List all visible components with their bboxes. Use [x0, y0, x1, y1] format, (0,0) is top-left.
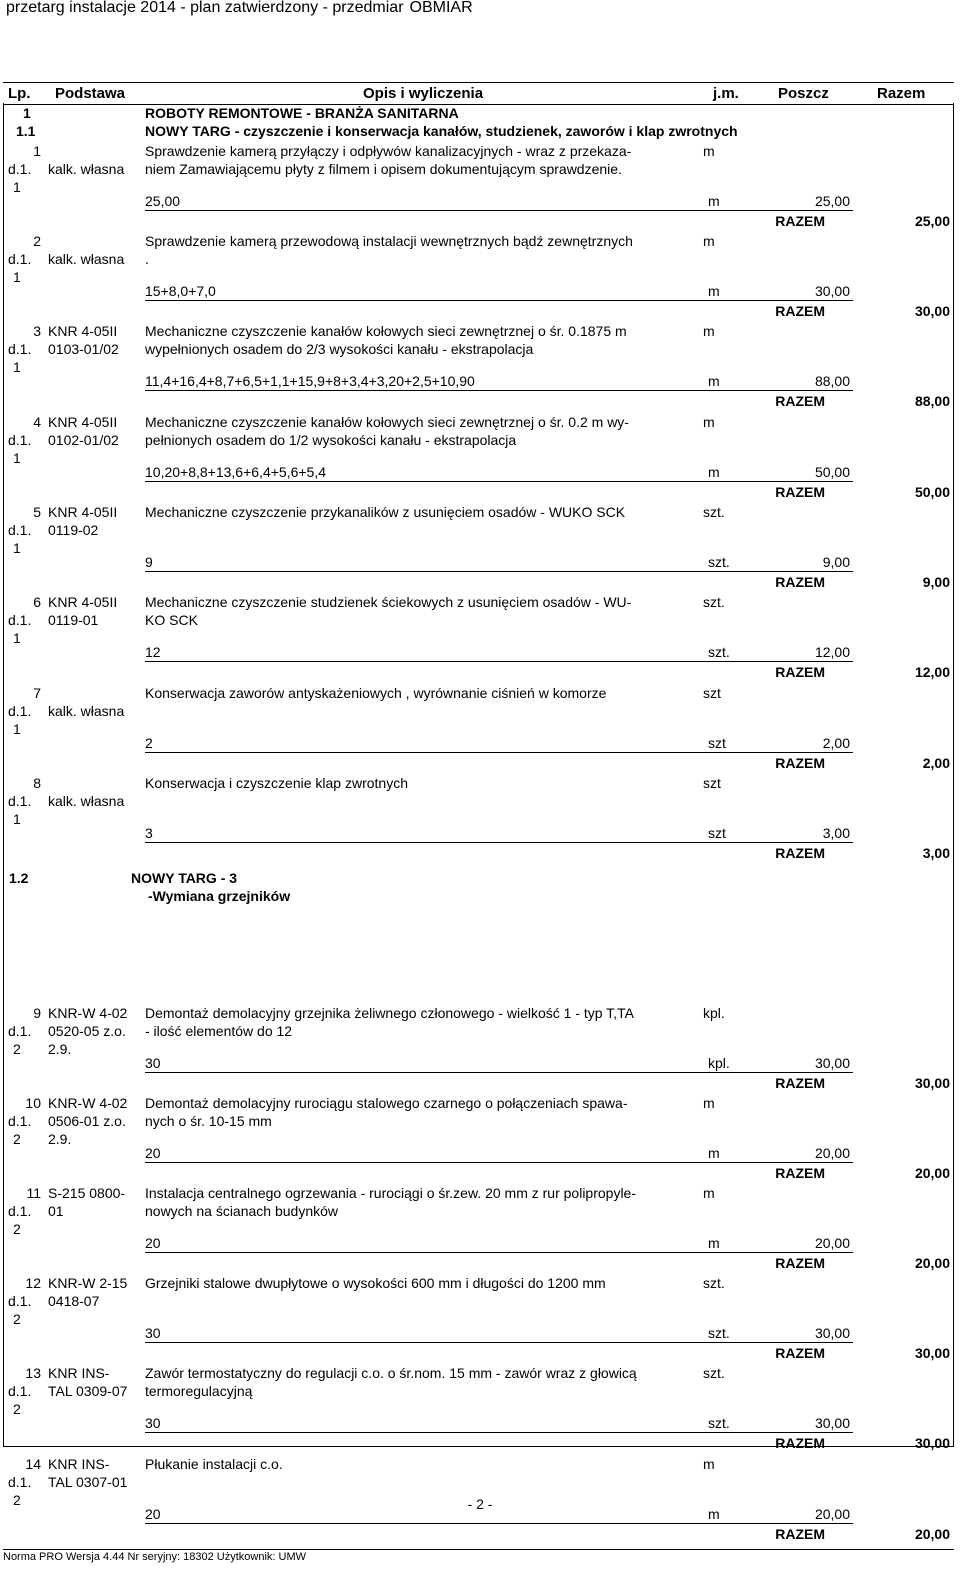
item-podstawa: TAL 0309-07 [48, 1383, 128, 1399]
item-description: Grzejniki stalowe dwupłytowe o wysokości 600 mm i długości do 1200 mm [145, 1275, 606, 1291]
item-calc-unit: szt. [708, 644, 730, 660]
item-lp-suffix: 1 [13, 269, 21, 285]
item-poszcz: 20,00 [814, 1506, 850, 1522]
razem-label: RAZEM [775, 664, 825, 680]
item-description: nowych na ścianach budynków [145, 1203, 339, 1219]
item-calc-unit: m [708, 1235, 720, 1251]
item-unit: szt. [703, 594, 725, 610]
item-lp-suffix: 2 [13, 1131, 21, 1147]
item-lp-suffix: 2 [13, 1401, 21, 1417]
item-description: Mechaniczne czyszczenie przykanalików z usunięciem osadów - WUKO SCK [145, 504, 626, 520]
item-lp-suffix: 1 [13, 721, 21, 737]
item-calc-unit: kpl. [708, 1055, 730, 1071]
table-border-left [3, 103, 4, 1447]
item-calculation: 30 [145, 1055, 161, 1071]
item-calculation: 10,20+8,8+13,6+6,4+5,6+5,4 [145, 464, 327, 480]
razem-label: RAZEM [775, 213, 825, 229]
razem-label: RAZEM [775, 484, 825, 500]
item-lp: 14 [25, 1456, 41, 1472]
item-lp: 7 [33, 685, 41, 701]
item-lp: 12 [25, 1275, 41, 1291]
item-podstawa: 0520-05 z.o. [48, 1023, 126, 1039]
item-description: Konserwacja i czyszczenie klap zwrotnych [145, 775, 408, 791]
item-lp: 6 [33, 594, 41, 610]
item-unit: m [703, 414, 715, 430]
subtotal-rule [145, 481, 853, 482]
item-lp-prefix: d.1. [8, 703, 32, 719]
item-unit: szt. [703, 504, 725, 520]
item-lp: 1 [33, 143, 41, 159]
item-razem: 20,00 [914, 1526, 950, 1542]
item-lp: 9 [33, 1005, 41, 1021]
item-podstawa: KNR INS- [48, 1456, 110, 1472]
page-number: - 2 - [467, 1496, 493, 1512]
item-lp-suffix: 1 [13, 811, 21, 827]
subtotal-rule [145, 390, 853, 391]
subsection-number: 1.2 [9, 870, 29, 886]
item-podstawa: S-215 0800- [48, 1185, 126, 1201]
item-lp: 4 [33, 414, 41, 430]
item-lp-suffix: 2 [13, 1311, 21, 1327]
item-calc-unit: szt [708, 735, 726, 751]
item-calculation: 9 [145, 554, 153, 570]
item-lp-prefix: d.1. [8, 1203, 32, 1219]
item-calculation: 2 [145, 735, 153, 751]
item-lp: 8 [33, 775, 41, 791]
item-lp-prefix: d.1. [8, 522, 32, 538]
item-podstawa: kalk. własna [48, 703, 125, 719]
item-lp-suffix: 1 [13, 179, 21, 195]
subtotal-rule [145, 210, 853, 211]
item-razem: 30,00 [914, 1345, 950, 1361]
item-lp-prefix: d.1. [8, 1474, 32, 1490]
item-poszcz: 30,00 [814, 1415, 850, 1431]
item-razem: 3,00 [922, 845, 950, 861]
subtotal-rule [145, 842, 853, 843]
item-lp-suffix: 1 [13, 450, 21, 466]
item-calculation: 20 [145, 1145, 161, 1161]
col-jm: j.m. [713, 85, 739, 102]
item-podstawa: KNR 4-05II [48, 504, 118, 520]
item-calculation: 30 [145, 1325, 161, 1341]
item-poszcz: 30,00 [814, 1325, 850, 1341]
item-podstawa: 0418-07 [48, 1293, 100, 1309]
item-description: termoregulacyjną [145, 1383, 253, 1399]
item-description: Mechaniczne czyszczenie kanałów kołowych sieci zewnętrznej o śr. 0.1875 m [145, 323, 627, 339]
razem-label: RAZEM [775, 393, 825, 409]
subtotal-rule [145, 1072, 853, 1073]
item-razem: 9,00 [922, 574, 950, 590]
item-razem: 2,00 [922, 755, 950, 771]
item-description: Demontaż demolacyjny rurociągu stalowego czarnego o połączeniach spawa- [145, 1095, 628, 1111]
item-podstawa: TAL 0307-01 [48, 1474, 128, 1490]
subsection-subtitle: -Wymiana grzejników [148, 888, 291, 904]
razem-label: RAZEM [775, 1255, 825, 1271]
table-border-right [953, 103, 954, 1447]
item-description: Mechaniczne czyszczenie studzienek ściekowych z usunięciem osadów - WU- [145, 594, 632, 610]
item-poszcz: 2,00 [822, 735, 850, 751]
item-calculation: 12 [145, 644, 161, 660]
software-footer: Norma PRO Wersja 4.44 Nr seryjny: 18302 Użytkownik: UMW [3, 1551, 306, 1563]
razem-label: RAZEM [775, 574, 825, 590]
item-calculation: 3 [145, 825, 153, 841]
item-lp: 13 [25, 1365, 41, 1381]
section-title: ROBOTY REMONTOWE - BRANŻA SANITARNA [145, 105, 459, 121]
item-lp-prefix: d.1. [8, 1293, 32, 1309]
item-description: Sprawdzenie kamerą przewodową instalacji wewnętrznych bądź zewnętrznych [145, 233, 633, 249]
item-razem: 30,00 [914, 303, 950, 319]
item-description: KO SCK [145, 612, 198, 628]
item-poszcz: 30,00 [814, 283, 850, 299]
item-unit: m [703, 1095, 715, 1111]
item-lp-suffix: 2 [13, 1221, 21, 1237]
item-poszcz: 12,00 [814, 644, 850, 660]
item-description: wypełnionych osadem do 2/3 wysokości kanału - ekstrapolacja [145, 341, 534, 357]
item-poszcz: 20,00 [814, 1235, 850, 1251]
col-lp: Lp. [8, 85, 31, 102]
razem-label: RAZEM [775, 1345, 825, 1361]
subtotal-rule [145, 571, 853, 572]
subtotal-rule [145, 1432, 853, 1433]
item-description: Płukanie instalacji c.o. [145, 1456, 283, 1472]
item-lp: 3 [33, 323, 41, 339]
item-razem: 20,00 [914, 1165, 950, 1181]
item-lp-suffix: 2 [13, 1492, 21, 1508]
item-razem: 20,00 [914, 1255, 950, 1271]
item-podstawa: 01 [48, 1203, 64, 1219]
subtotal-rule [145, 661, 853, 662]
item-poszcz: 50,00 [814, 464, 850, 480]
razem-label: RAZEM [775, 1165, 825, 1181]
item-lp-prefix: d.1. [8, 1113, 32, 1129]
subsection-title: NOWY TARG - czyszczenie i konserwacja kanałów, studzienek, zaworów i klap zwrotnych [145, 123, 738, 139]
item-unit: szt. [703, 1365, 725, 1381]
item-razem: 30,00 [914, 1075, 950, 1091]
subtotal-rule [145, 300, 853, 301]
item-unit: m [703, 143, 715, 159]
razem-label: RAZEM [775, 755, 825, 771]
razem-label: RAZEM [775, 1075, 825, 1091]
subtotal-rule [145, 1342, 853, 1343]
document-type: OBMIAR [409, 0, 473, 16]
item-calculation: 11,4+16,4+8,7+6,5+1,1+15,9+8+3,4+3,20+2,5+10,90 [145, 373, 475, 389]
item-razem: 12,00 [914, 664, 950, 680]
table-header [3, 82, 954, 105]
item-unit: m [703, 1185, 715, 1201]
item-description: - ilość elementów do 12 [145, 1023, 293, 1039]
subtotal-rule [145, 752, 853, 753]
item-lp-prefix: d.1. [8, 1023, 32, 1039]
item-calculation: 15+8,0+7,0 [145, 283, 216, 299]
item-podstawa: kalk. własna [48, 161, 125, 177]
item-calc-unit: m [708, 193, 720, 209]
item-calc-unit: szt [708, 825, 726, 841]
item-podstawa: 0506-01 z.o. [48, 1113, 126, 1129]
razem-label: RAZEM [775, 1435, 825, 1451]
item-unit: m [703, 323, 715, 339]
item-unit: kpl. [703, 1005, 725, 1021]
item-podstawa: KNR 4-05II [48, 414, 118, 430]
item-lp-prefix: d.1. [8, 251, 32, 267]
item-calc-unit: m [708, 1506, 720, 1522]
document-title: przetarg instalacje 2014 - plan zatwierdzony - przedmiar [6, 0, 404, 16]
item-unit: m [703, 1456, 715, 1472]
item-podstawa: kalk. własna [48, 793, 125, 809]
col-podstawa: Podstawa [55, 85, 126, 102]
item-calc-unit: szt. [708, 1325, 730, 1341]
item-lp-suffix: 1 [13, 630, 21, 646]
item-description: Mechaniczne czyszczenie kanałów kołowych sieci zewnętrznej o śr. 0.2 m wy- [145, 414, 629, 430]
item-poszcz: 9,00 [822, 554, 850, 570]
item-poszcz: 30,00 [814, 1055, 850, 1071]
item-podstawa: KNR INS- [48, 1365, 110, 1381]
item-lp-suffix: 1 [13, 359, 21, 375]
item-calc-unit: szt. [708, 1415, 730, 1431]
item-description: Sprawdzenie kamerą przyłączy i odpływów kanalizacyjnych - wraz z przekaza- [145, 143, 632, 159]
item-podstawa: KNR-W 2-15 [48, 1275, 128, 1291]
item-description: . [145, 251, 149, 267]
item-unit: szt [703, 775, 721, 791]
item-lp-prefix: d.1. [8, 793, 32, 809]
document-header [6, 0, 473, 17]
item-poszcz: 25,00 [814, 193, 850, 209]
item-lp: 2 [33, 233, 41, 249]
item-description: Konserwacja zaworów antyskażeniowych , wyrównanie ciśnień w komorze [145, 685, 607, 701]
item-description: Instalacja centralnego ogrzewania - rurociągi o śr.zew. 20 mm z rur polipropyle- [145, 1185, 637, 1201]
item-calculation: 20 [145, 1506, 161, 1522]
item-podstawa: 0102-01/02 [48, 432, 119, 448]
subtotal-rule [145, 1252, 853, 1253]
item-calculation: 25,00 [145, 193, 181, 209]
item-lp-suffix: 1 [13, 540, 21, 556]
item-description: Zawór termostatyczny do regulacji c.o. o śr.nom. 15 mm - zawór wraz z głowicą [145, 1365, 637, 1381]
item-podstawa: KNR-W 4-02 [48, 1095, 128, 1111]
razem-label: RAZEM [775, 845, 825, 861]
footer-rule [3, 1549, 954, 1550]
subtotal-rule [145, 1523, 853, 1524]
razem-label: RAZEM [775, 303, 825, 319]
item-calc-unit: m [708, 464, 720, 480]
item-calculation: 30 [145, 1415, 161, 1431]
subtotal-rule [145, 1162, 853, 1163]
item-poszcz: 3,00 [822, 825, 850, 841]
item-lp-prefix: d.1. [8, 1383, 32, 1399]
table-border-bottom [3, 1446, 953, 1447]
item-unit: m [703, 233, 715, 249]
item-calc-unit: m [708, 283, 720, 299]
item-description: nych o śr. 10-15 mm [145, 1113, 272, 1129]
item-lp: 5 [33, 504, 41, 520]
item-calc-unit: m [708, 1145, 720, 1161]
item-podstawa: KNR-W 4-02 [48, 1005, 128, 1021]
item-podstawa: KNR 4-05II [48, 323, 118, 339]
item-podstawa: 2.9. [48, 1131, 72, 1147]
item-unit: szt [703, 685, 721, 701]
item-podstawa: kalk. własna [48, 251, 125, 267]
item-description: pełnionych osadem do 1/2 wysokości kanału - ekstrapolacja [145, 432, 517, 448]
item-calculation: 20 [145, 1235, 161, 1251]
item-unit: szt. [703, 1275, 725, 1291]
item-podstawa: 2.9. [48, 1041, 72, 1057]
item-razem: 50,00 [914, 484, 950, 500]
item-calc-unit: m [708, 373, 720, 389]
item-lp: 10 [25, 1095, 41, 1111]
item-lp: 11 [26, 1185, 41, 1201]
item-calc-unit: szt. [708, 554, 730, 570]
item-lp-prefix: d.1. [8, 341, 32, 357]
item-poszcz: 20,00 [814, 1145, 850, 1161]
item-razem: 30,00 [914, 1435, 950, 1451]
item-description: Demontaż demolacyjny grzejnika żeliwnego członowego - wielkość 1 - typ T,TA [145, 1005, 634, 1021]
item-podstawa: KNR 4-05II [48, 594, 118, 610]
item-podstawa: 0119-02 [48, 522, 99, 538]
col-razem: Razem [877, 85, 926, 102]
item-description: niem Zamawiającemu płyty z filmem i opisem dokumentującym sprawdzenie. [145, 161, 622, 177]
item-lp-suffix: 2 [13, 1041, 21, 1057]
item-razem: 25,00 [914, 213, 950, 229]
item-lp-prefix: d.1. [8, 432, 32, 448]
section-number: 1 [23, 105, 31, 121]
item-podstawa: 0103-01/02 [48, 341, 119, 357]
col-opis: Opis i wyliczenia [363, 85, 484, 102]
item-lp-prefix: d.1. [8, 161, 32, 177]
item-poszcz: 88,00 [814, 373, 850, 389]
col-poszcz: Poszcz [778, 85, 829, 102]
item-razem: 88,00 [914, 393, 950, 409]
subsection-title: NOWY TARG - 3 [131, 870, 238, 886]
item-lp-prefix: d.1. [8, 612, 32, 628]
razem-label: RAZEM [775, 1526, 825, 1542]
subsection-number: 1.1 [16, 123, 36, 139]
item-podstawa: 0119-01 [48, 612, 99, 628]
